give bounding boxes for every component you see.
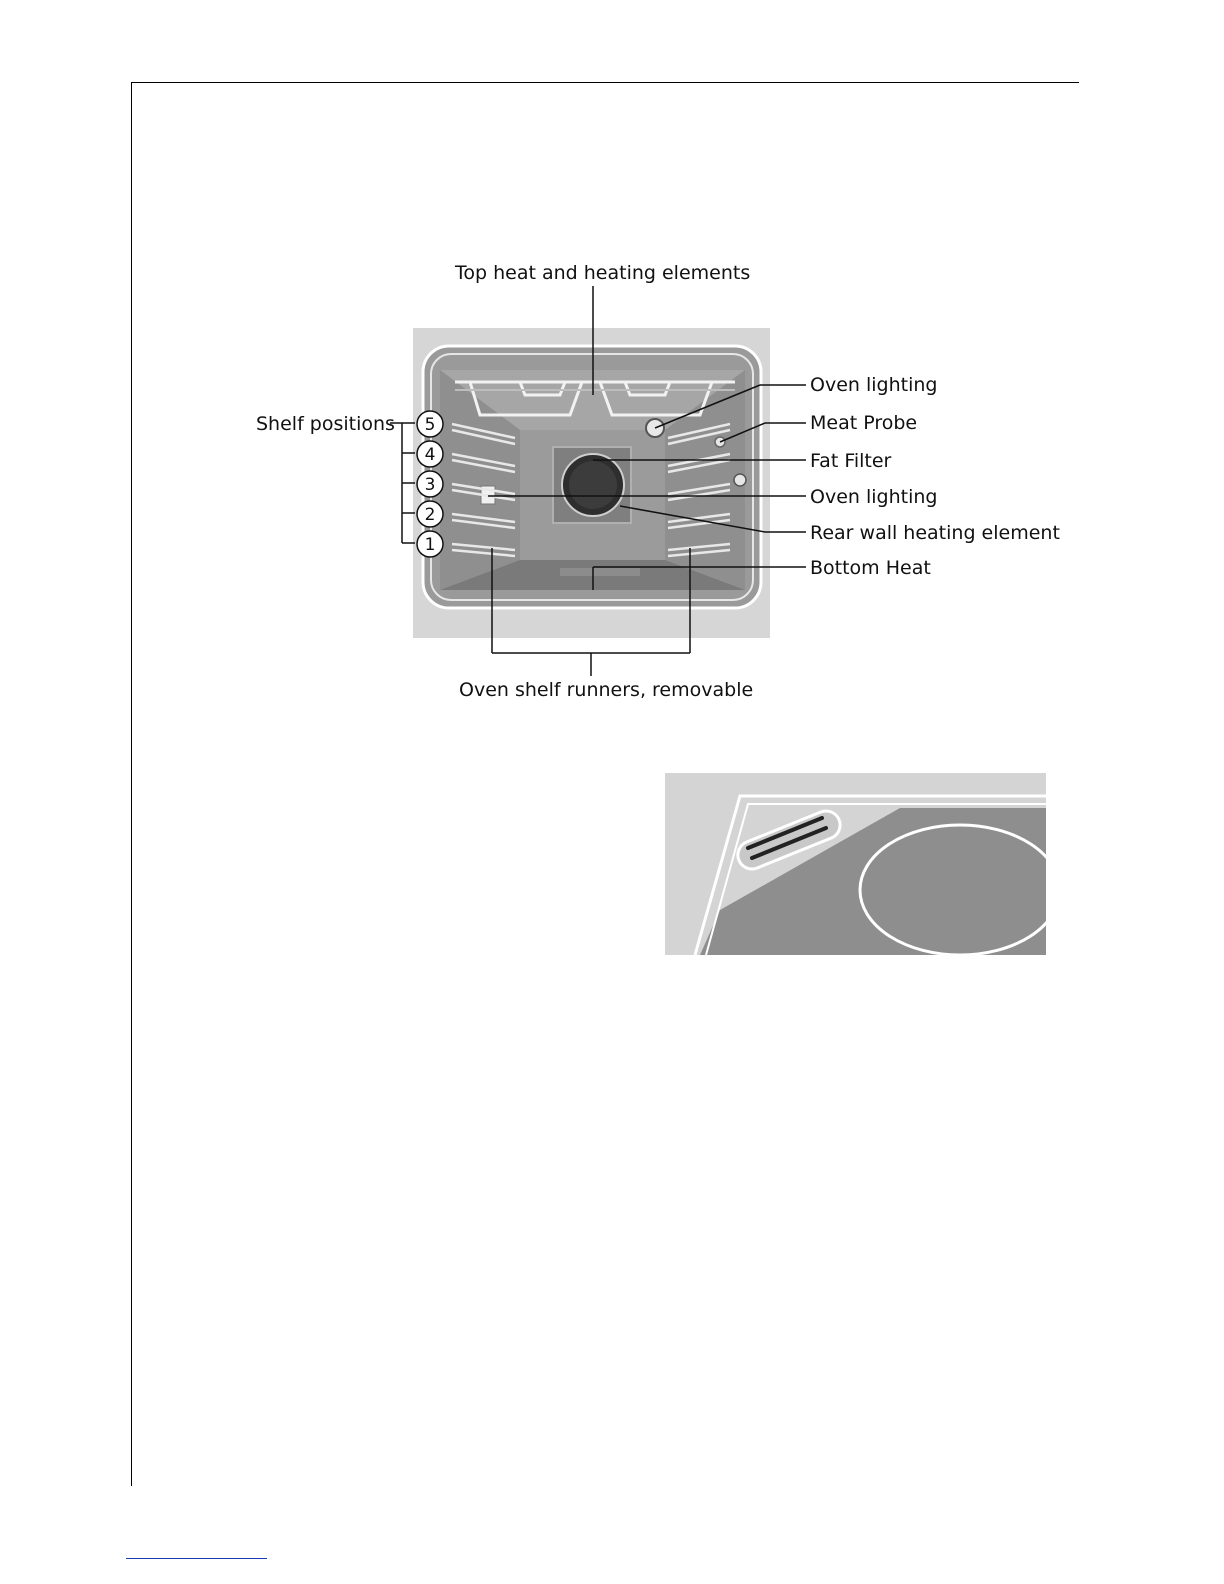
shelf-number-3: 3 <box>424 475 436 495</box>
label-oven-lighting-top: Oven lighting <box>810 374 938 396</box>
shelf-number-2: 2 <box>424 505 436 525</box>
label-shelf-positions: Shelf positions <box>256 413 395 435</box>
vent-detail-illustration <box>665 773 1060 955</box>
shelf-number-5: 5 <box>424 415 436 435</box>
label-meat-probe: Meat Probe <box>810 412 918 434</box>
oven-cavity-illustration <box>413 328 770 638</box>
footer-rule <box>126 1558 267 1559</box>
label-fat-filter: Fat Filter <box>810 450 892 472</box>
shelf-number-1: 1 <box>424 535 436 555</box>
shelf-number-4: 4 <box>424 445 436 465</box>
label-shelf-runners: Oven shelf runners, removable <box>459 679 754 701</box>
label-top-heat: Top heat and heating elements <box>455 262 751 284</box>
label-rear-wall-heating: Rear wall heating element <box>810 522 1060 544</box>
label-bottom-heat: Bottom Heat <box>810 557 931 579</box>
shelf-position-markers <box>417 411 443 557</box>
label-oven-lighting-rear: Oven lighting <box>810 486 938 508</box>
